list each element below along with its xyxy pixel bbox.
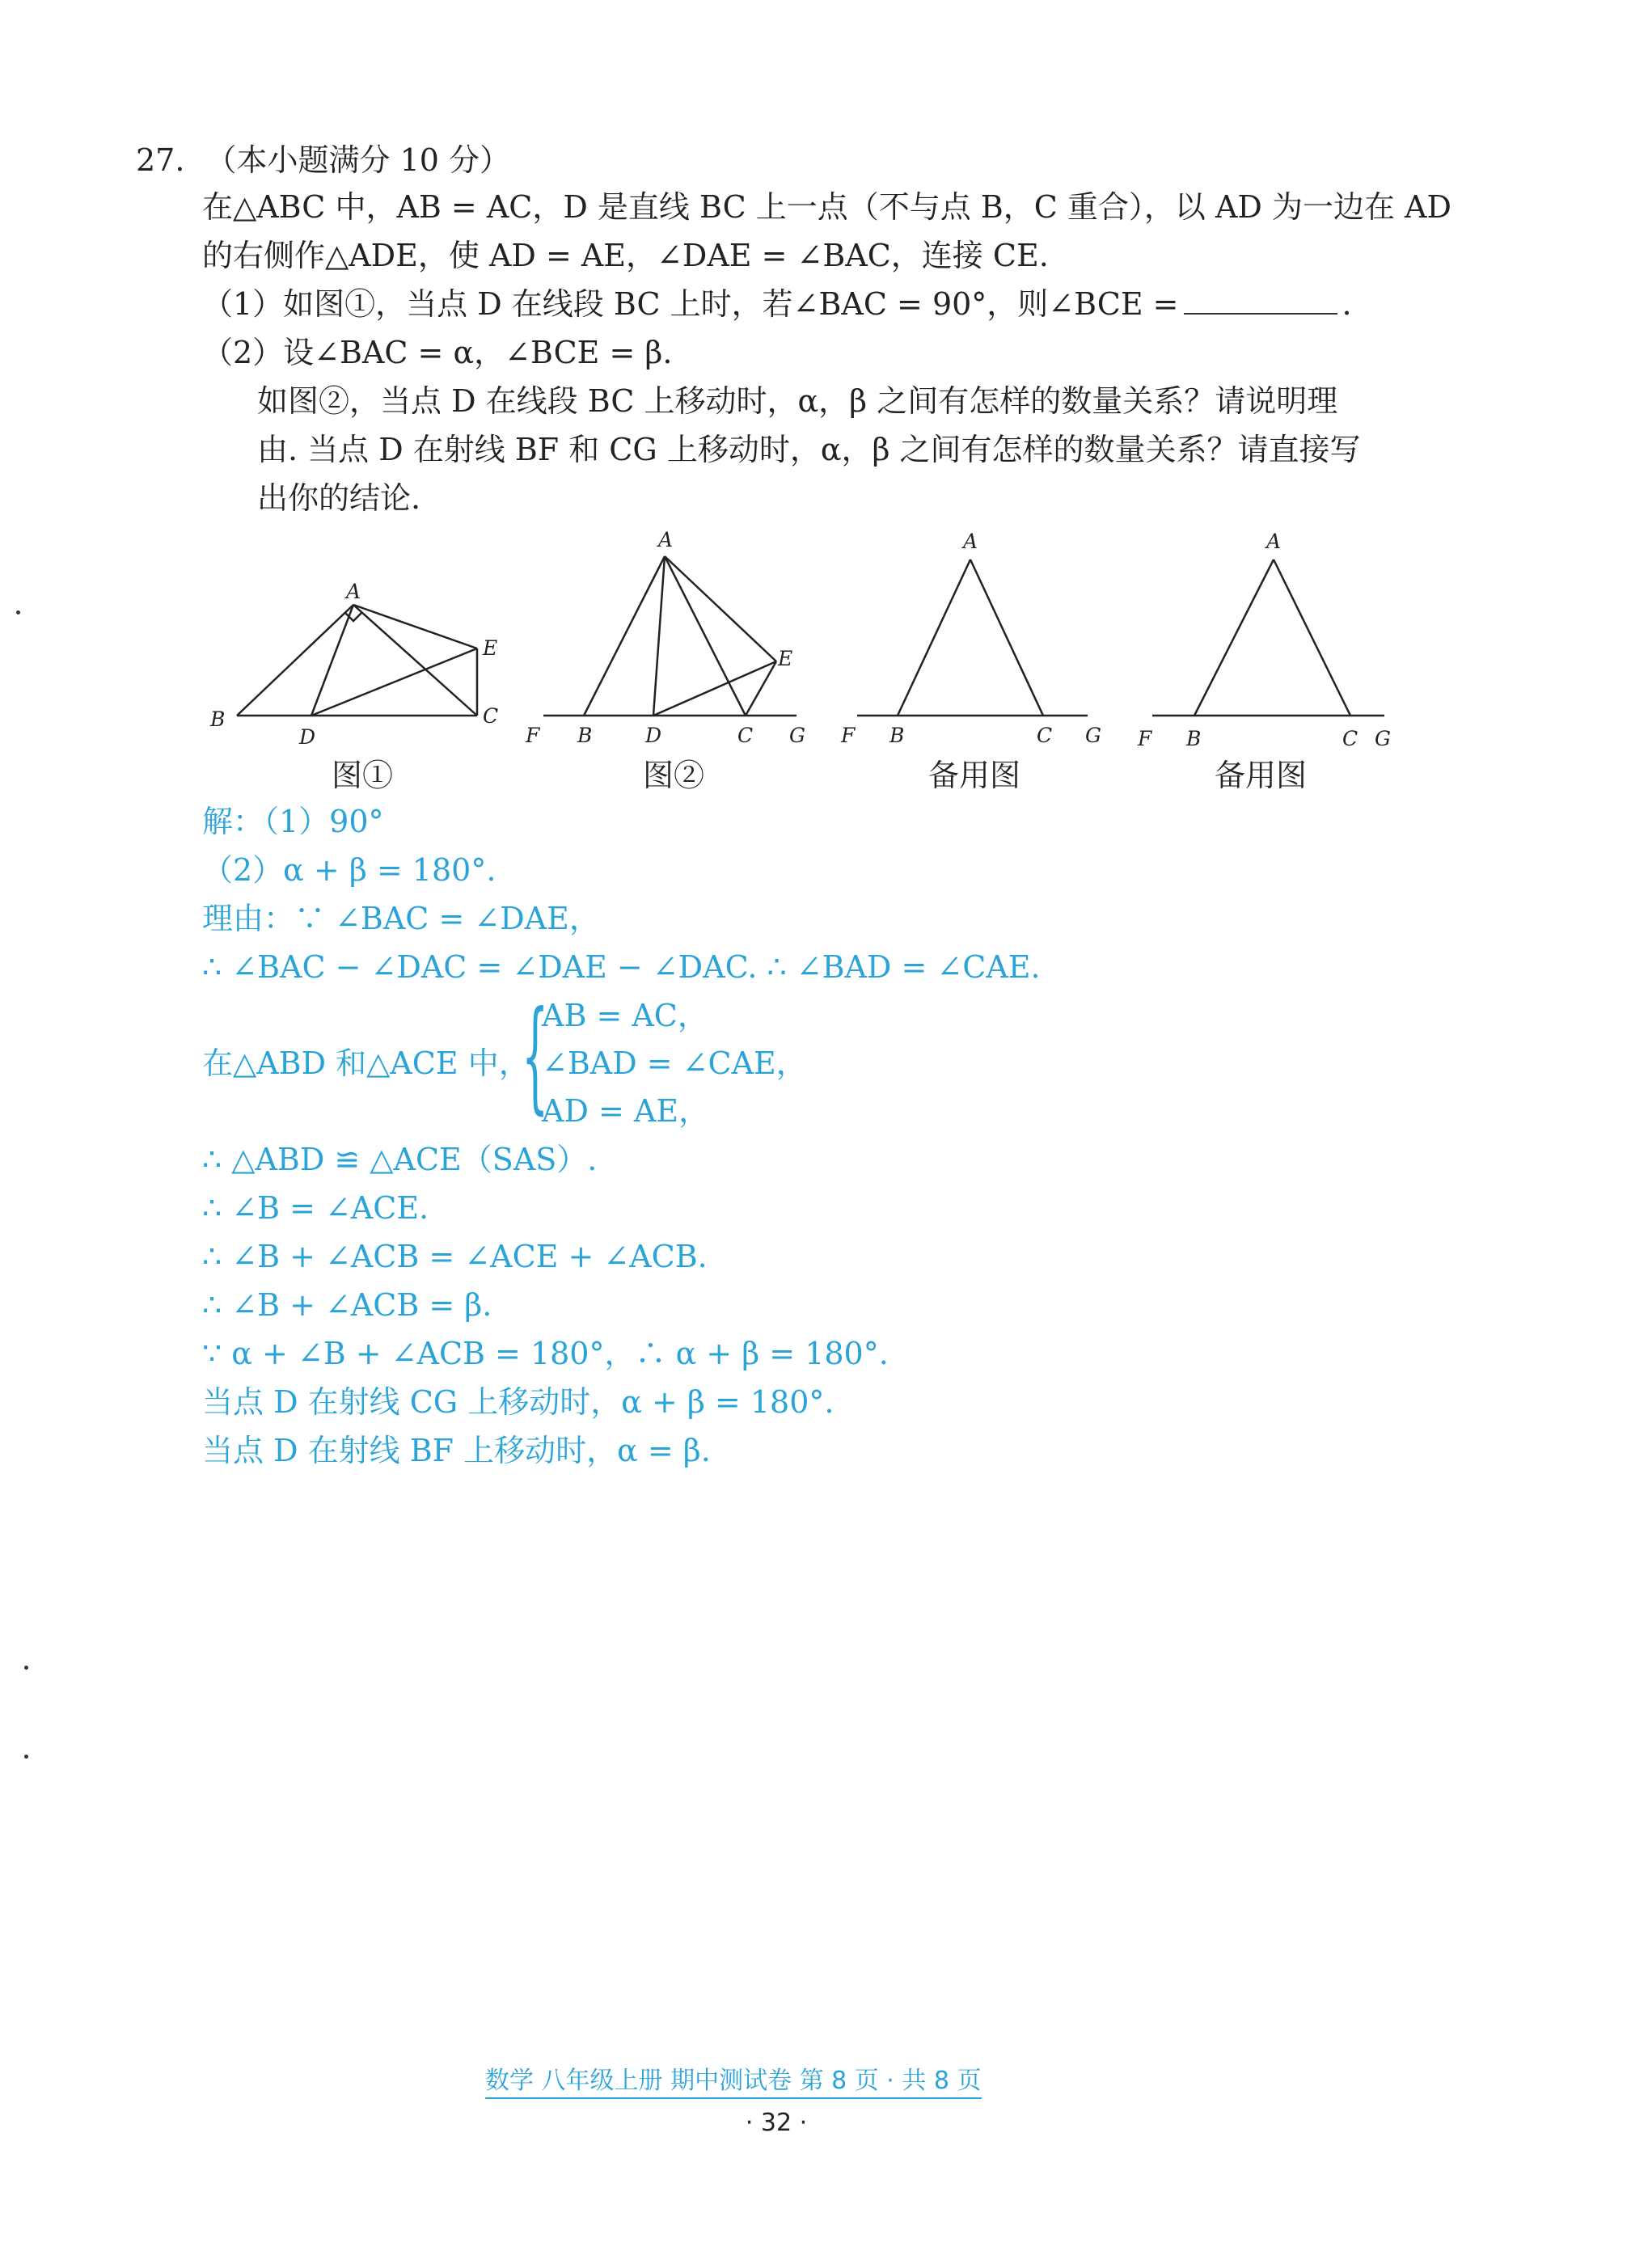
question-stem-line2: 的右侧作△ADE，使 AD = AE，∠DAE = ∠BAC，连接 CE.	[202, 238, 1049, 273]
solution-line10: ∵ α + ∠B + ∠ACB = 180°，∴ α + β = 180°.	[202, 1336, 889, 1371]
fig3-label-F: F	[841, 724, 856, 747]
fig2-label-B: B	[577, 724, 593, 747]
fig1-label-C: C	[483, 704, 499, 728]
solution-line12: 当点 D 在射线 BF 上移动时，α = β.	[202, 1433, 711, 1468]
fig4-label-G: G	[1375, 727, 1391, 750]
question-part1	[202, 283, 1352, 325]
solution-system	[542, 995, 946, 1140]
fig4-label-F: F	[1138, 727, 1152, 750]
solution-line7: ∴ ∠B = ∠ACE.	[202, 1190, 429, 1226]
fig4-label-A: A	[1266, 530, 1282, 553]
scan-dot	[24, 1755, 28, 1759]
solution-line11: 当点 D 在射线 CG 上移动时，α + β = 180°.	[202, 1384, 835, 1420]
part1-prefix: （1）如图①，当点 D 在线段 BC 上时，若∠BAC = 90°，则∠BCE =	[202, 286, 1179, 322]
fig4-label-B: B	[1186, 727, 1202, 750]
fig3-label-B: B	[889, 724, 905, 747]
fig2-label-D: D	[645, 724, 662, 747]
page-number: · 32 ·	[745, 2109, 808, 2137]
page-footer: 数学 八年级上册 期中测试卷 第 8 页 · 共 8 页	[485, 2060, 982, 2099]
solution-line3: 理由：∵ ∠BAC = ∠DAE，	[202, 901, 600, 936]
fig1-caption: 图①	[332, 758, 394, 793]
system-row-3: AD = AE，	[542, 1093, 710, 1129]
fig1-label-B: B	[210, 707, 226, 731]
question-part2-line3: 由. 当点 D 在射线 BF 和 CG 上移动时，α，β 之间有怎样的数量关系？请直接写	[257, 432, 1361, 467]
fig4-label-C: C	[1342, 727, 1358, 750]
question-part2-line4: 出你的结论.	[257, 480, 421, 516]
solution-line1: 解：（1）90°	[202, 804, 384, 839]
fig2-label-C: C	[737, 724, 754, 747]
answer-blank	[1184, 289, 1337, 315]
fig2-caption: 图②	[643, 758, 705, 793]
fig2-label-G: G	[789, 724, 805, 747]
solution-brace: {	[522, 986, 549, 1126]
scan-dot	[24, 1666, 28, 1670]
fig1-label-D: D	[299, 725, 316, 749]
solution-line2: （2）α + β = 180°.	[202, 852, 496, 888]
question-part2-line1: （2）设∠BAC = α，∠BCE = β.	[202, 335, 673, 370]
figure-3-diagram	[857, 560, 1088, 716]
figure-2-diagram	[543, 556, 796, 716]
solution-line5-prefix: 在△ABD 和△ACE 中，	[202, 1045, 530, 1081]
figure-4-diagram	[1152, 560, 1384, 716]
system-row-2: ∠BAD = ∠CAE，	[542, 1045, 807, 1081]
question-part2-line2: 如图②，当点 D 在线段 BC 上移动时，α，β 之间有怎样的数量关系？请说明理	[257, 383, 1338, 419]
system-row-1: AB = AC，	[542, 998, 708, 1033]
question-number: 27.	[136, 142, 185, 178]
solution-line9: ∴ ∠B + ∠ACB = β.	[202, 1287, 492, 1323]
fig1-label-E: E	[483, 636, 498, 660]
scan-dot	[16, 610, 20, 615]
question-points: （本小题满分 10 分）	[205, 142, 511, 178]
question-header	[136, 139, 510, 181]
fig3-label-G: G	[1085, 724, 1101, 747]
fig3-label-C: C	[1037, 724, 1053, 747]
part1-suffix: .	[1342, 286, 1352, 322]
fig2-label-E: E	[778, 647, 793, 670]
figures-row	[0, 517, 1631, 776]
solution-line8: ∴ ∠B + ∠ACB = ∠ACE + ∠ACB.	[202, 1239, 708, 1274]
question-stem-line1: 在△ABC 中，AB = AC，D 是直线 BC 上一点（不与点 B，C 重合），以 AD 为一边在 AD	[202, 189, 1451, 225]
figure-1-diagram	[237, 605, 477, 716]
fig3-label-A: A	[963, 530, 978, 553]
fig2-label-F: F	[526, 724, 540, 747]
fig1-label-A: A	[346, 580, 361, 603]
fig3-caption: 备用图	[928, 758, 1021, 793]
solution-line6: ∴ △ABD ≌ △ACE（SAS）.	[202, 1142, 598, 1177]
solution-line4: ∴ ∠BAC − ∠DAC = ∠DAE − ∠DAC. ∴ ∠BAD = ∠CAE.	[202, 949, 1041, 985]
fig4-caption: 备用图	[1215, 758, 1308, 793]
fig2-label-A: A	[658, 528, 674, 551]
